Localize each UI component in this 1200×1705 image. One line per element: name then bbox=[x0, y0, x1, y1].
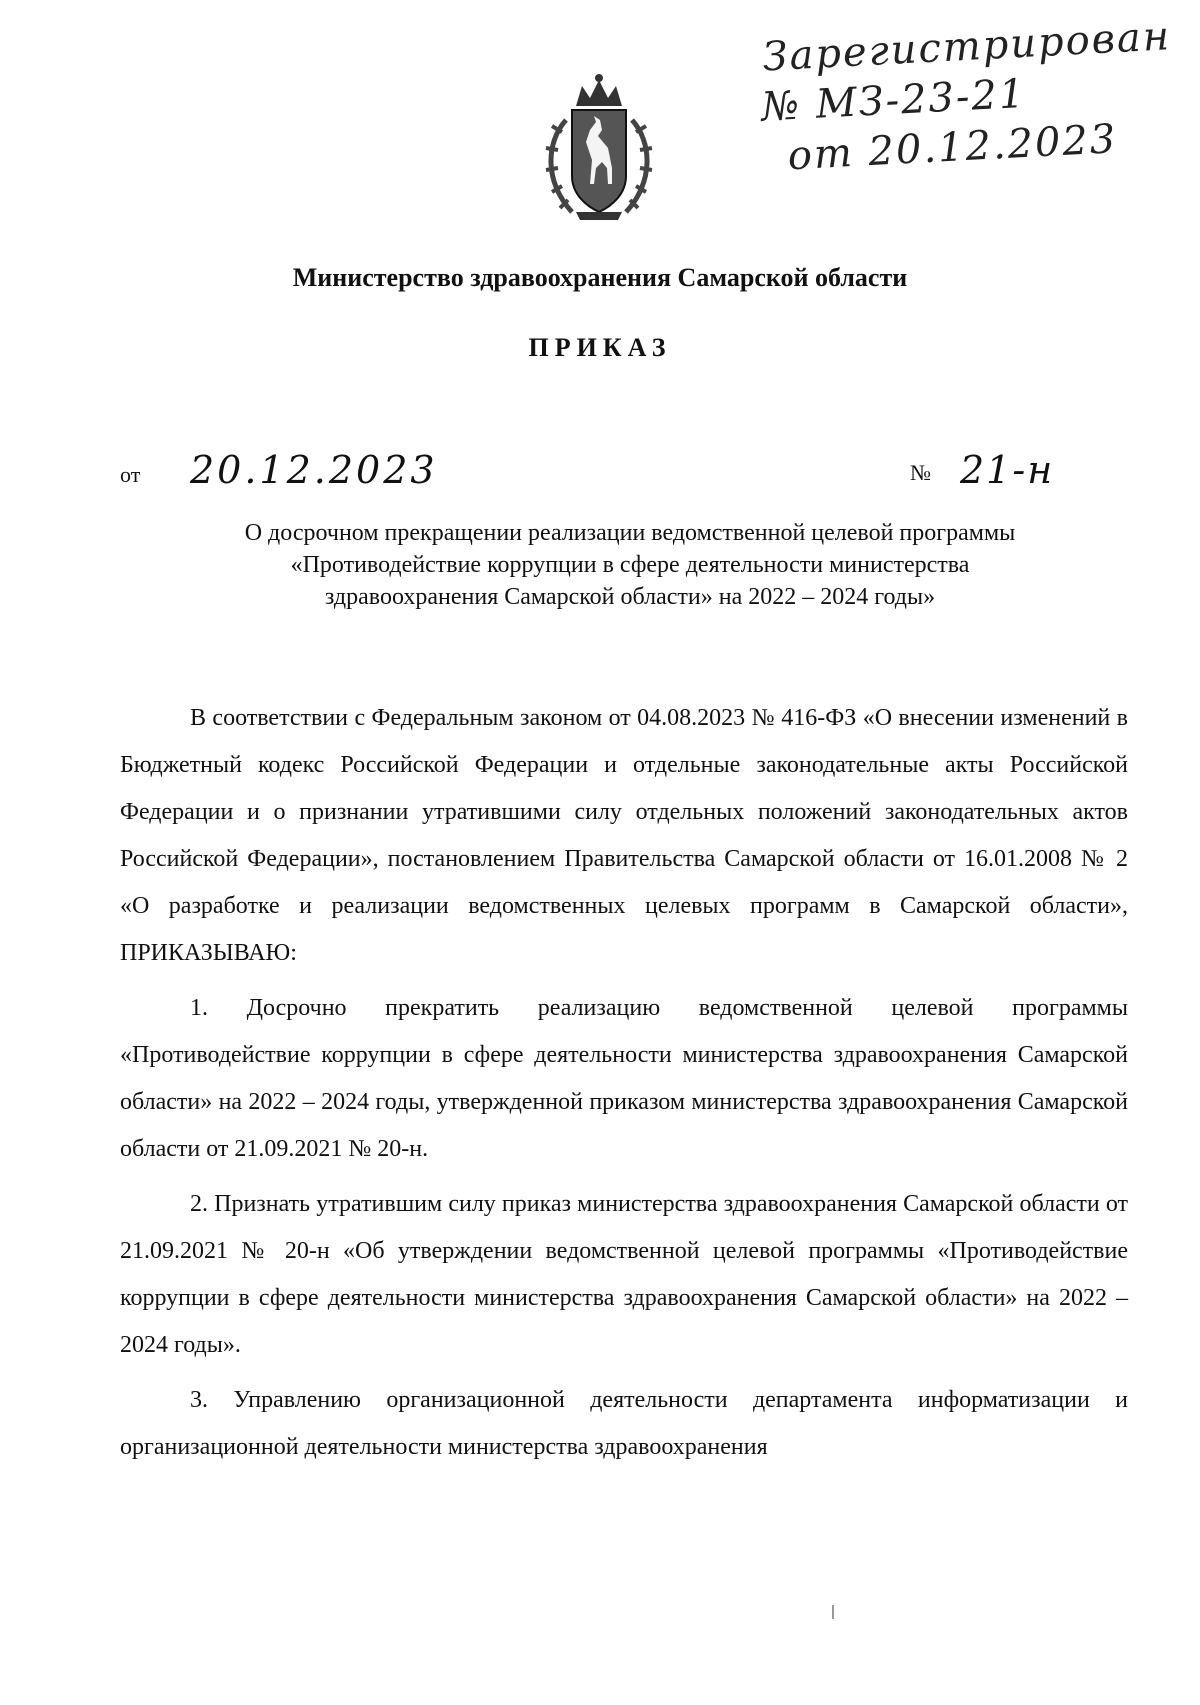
scan-mark bbox=[832, 1605, 834, 1619]
document-type: ПРИКАЗ bbox=[528, 333, 672, 362]
coat-of-arms-icon bbox=[532, 72, 666, 228]
order-item-1: 1. Досрочно прекратить реализацию ведомственной целевой программы «Противодействие коррупции в сфере деятельности министерства здравоохранения Самарской области» на 2022 – 2024 годы, утвержденной приказом министерства здравоохранения Самарской области от 21.09.2021 № 20-н. bbox=[120, 995, 1128, 1162]
subject-line-3: здравоохранения Самарской области» на 2022 – 2024 годы» bbox=[324, 584, 936, 610]
subject-line-1: О досрочном прекращении реализации ведомственной целевой программы bbox=[244, 520, 1016, 546]
registration-line-3: от 20.12.2023 bbox=[786, 116, 1119, 180]
registration-line-1: Зарегистрирован bbox=[761, 13, 1173, 81]
date-value: 20.12.2023 bbox=[190, 448, 438, 492]
registration-stamp bbox=[751, 11, 1178, 183]
document-meta-row bbox=[120, 448, 1060, 492]
number-value: 21-н bbox=[960, 448, 1055, 492]
ministry-title: Министерство здравоохранения Самарской области bbox=[292, 263, 908, 292]
document-subject bbox=[140, 517, 1120, 613]
number-label: № bbox=[910, 460, 931, 485]
preamble-paragraph: В соответствии с Федеральным законом от 04.08.2023 № 416-ФЗ «О внесении изменений в Бюджетный кодекс Российской Федерации и отдельные законодательные акты Российской Федерации и о признании утратившими силу отдельных положений законодательных актов Российской Федерации», постановлением Правительства Самарской области от 16.01.2008 № 2 «О разработке и реализации ведомственных целевых программ в Самарской области», ПРИКАЗЫВАЮ: bbox=[120, 705, 1128, 966]
date-label: от bbox=[120, 462, 141, 487]
order-item-2: 2. Признать утратившим силу приказ министерства здравоохранения Самарской области от 21.09.2021 № 20-н «Об утверждении ведомственной целевой программы «Противодействие коррупции в сфере деятельности министерства здравоохранения Самарской области» на 2022 – 2024 годы». bbox=[120, 1191, 1128, 1358]
order-item-3: 3. Управлению организационной деятельности департамента информатизации и организационной деятельности министерства здравоохранения bbox=[120, 1387, 1128, 1460]
document-body bbox=[120, 695, 1128, 1471]
subject-line-2: «Противодействие коррупции в сфере деятельности министерства bbox=[290, 552, 970, 578]
registration-line-2: № МЗ-23-21 bbox=[760, 70, 1028, 131]
